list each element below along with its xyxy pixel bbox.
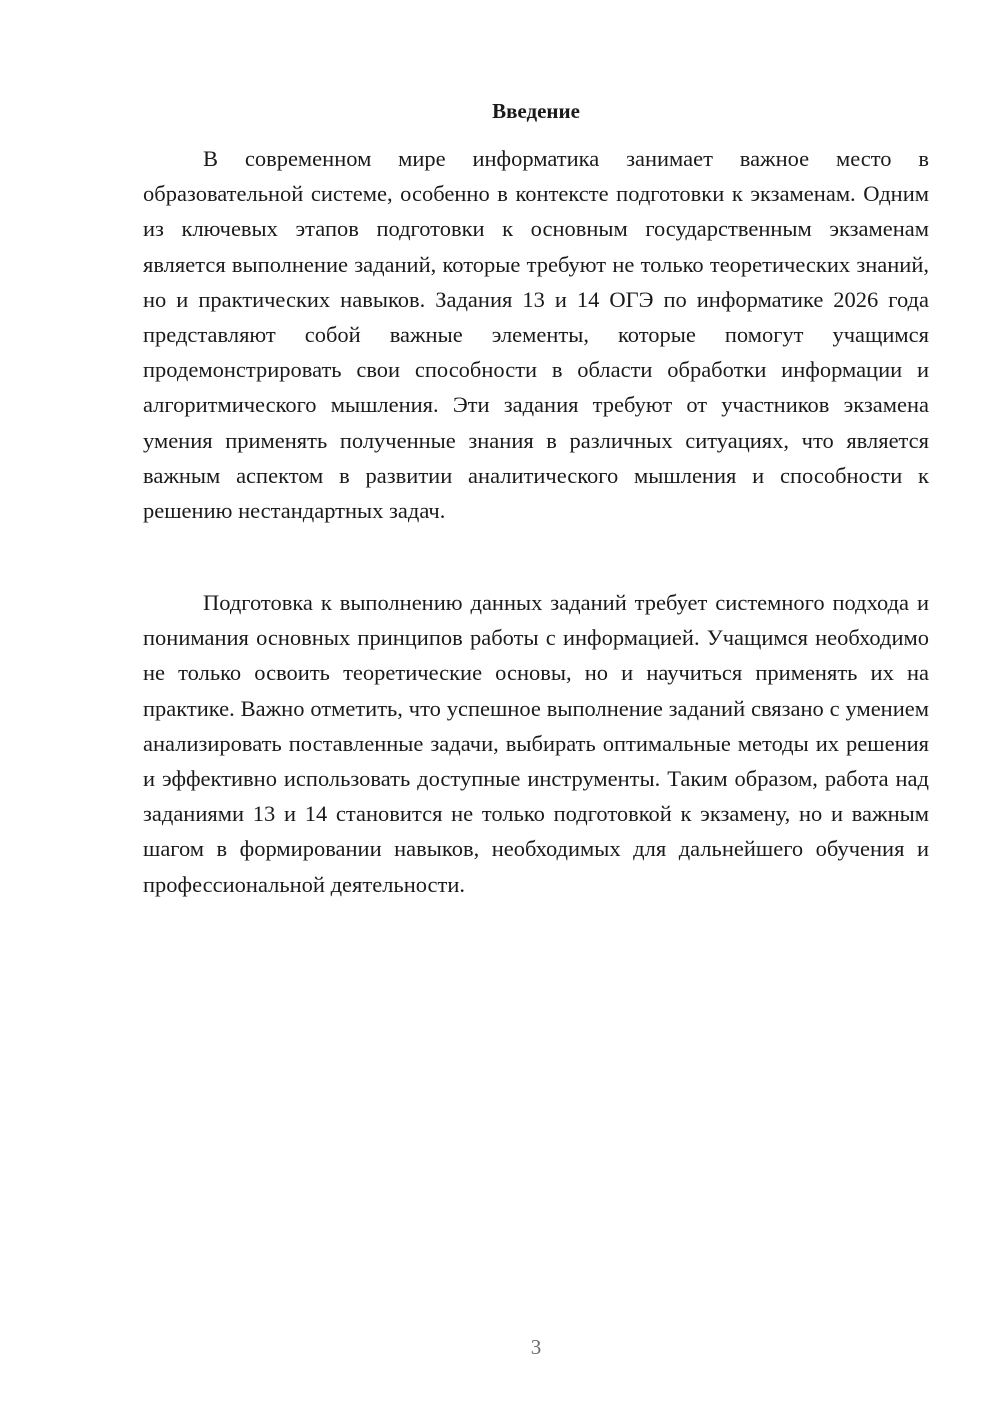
section-heading: Введение: [492, 99, 580, 123]
paragraph-intro: В современном мире информатика занимает важное место в образовательной системе, особенно в контексте подготовки к экзаменам. Одним из ключевых этапов подготовки к основным государственным экзаменам является выполнение заданий, которые требуют не только теоретических знаний, но и практических навыков. Задания 13 и 14 ОГЭ по информатике 2026 года представляют собой важные элементы, которые помогут учащимся продемонстрировать свои способности в области обработки информации и алгоритмического мышления. Эти задания требуют от участников экзамена умения применять полученные знания в различных ситуациях, что является важным аспектом в развитии аналитического мышления и способности к решению нестандартных задач.: [143, 146, 929, 524]
paragraph-preparation: Подготовка к выполнению данных заданий требует системного подхода и понимания основных принципов работы с информацией. Учащимся необходимо не только освоить теоретические основы, но и научиться применять их на практике. Важно отметить, что успешное выполнение заданий связано с умением анализировать поставленные задачи, выбирать оптимальные методы их решения и эффективно использовать доступные инструменты. Таким образом, работа над заданиями 13 и 14 становится не только подготовкой к экзамену, но и важным шагом в формировании навыков, необходимых для дальнейшего обучения и профессиональной деятельности.: [143, 590, 929, 897]
page-number: 3: [530, 1335, 542, 1359]
